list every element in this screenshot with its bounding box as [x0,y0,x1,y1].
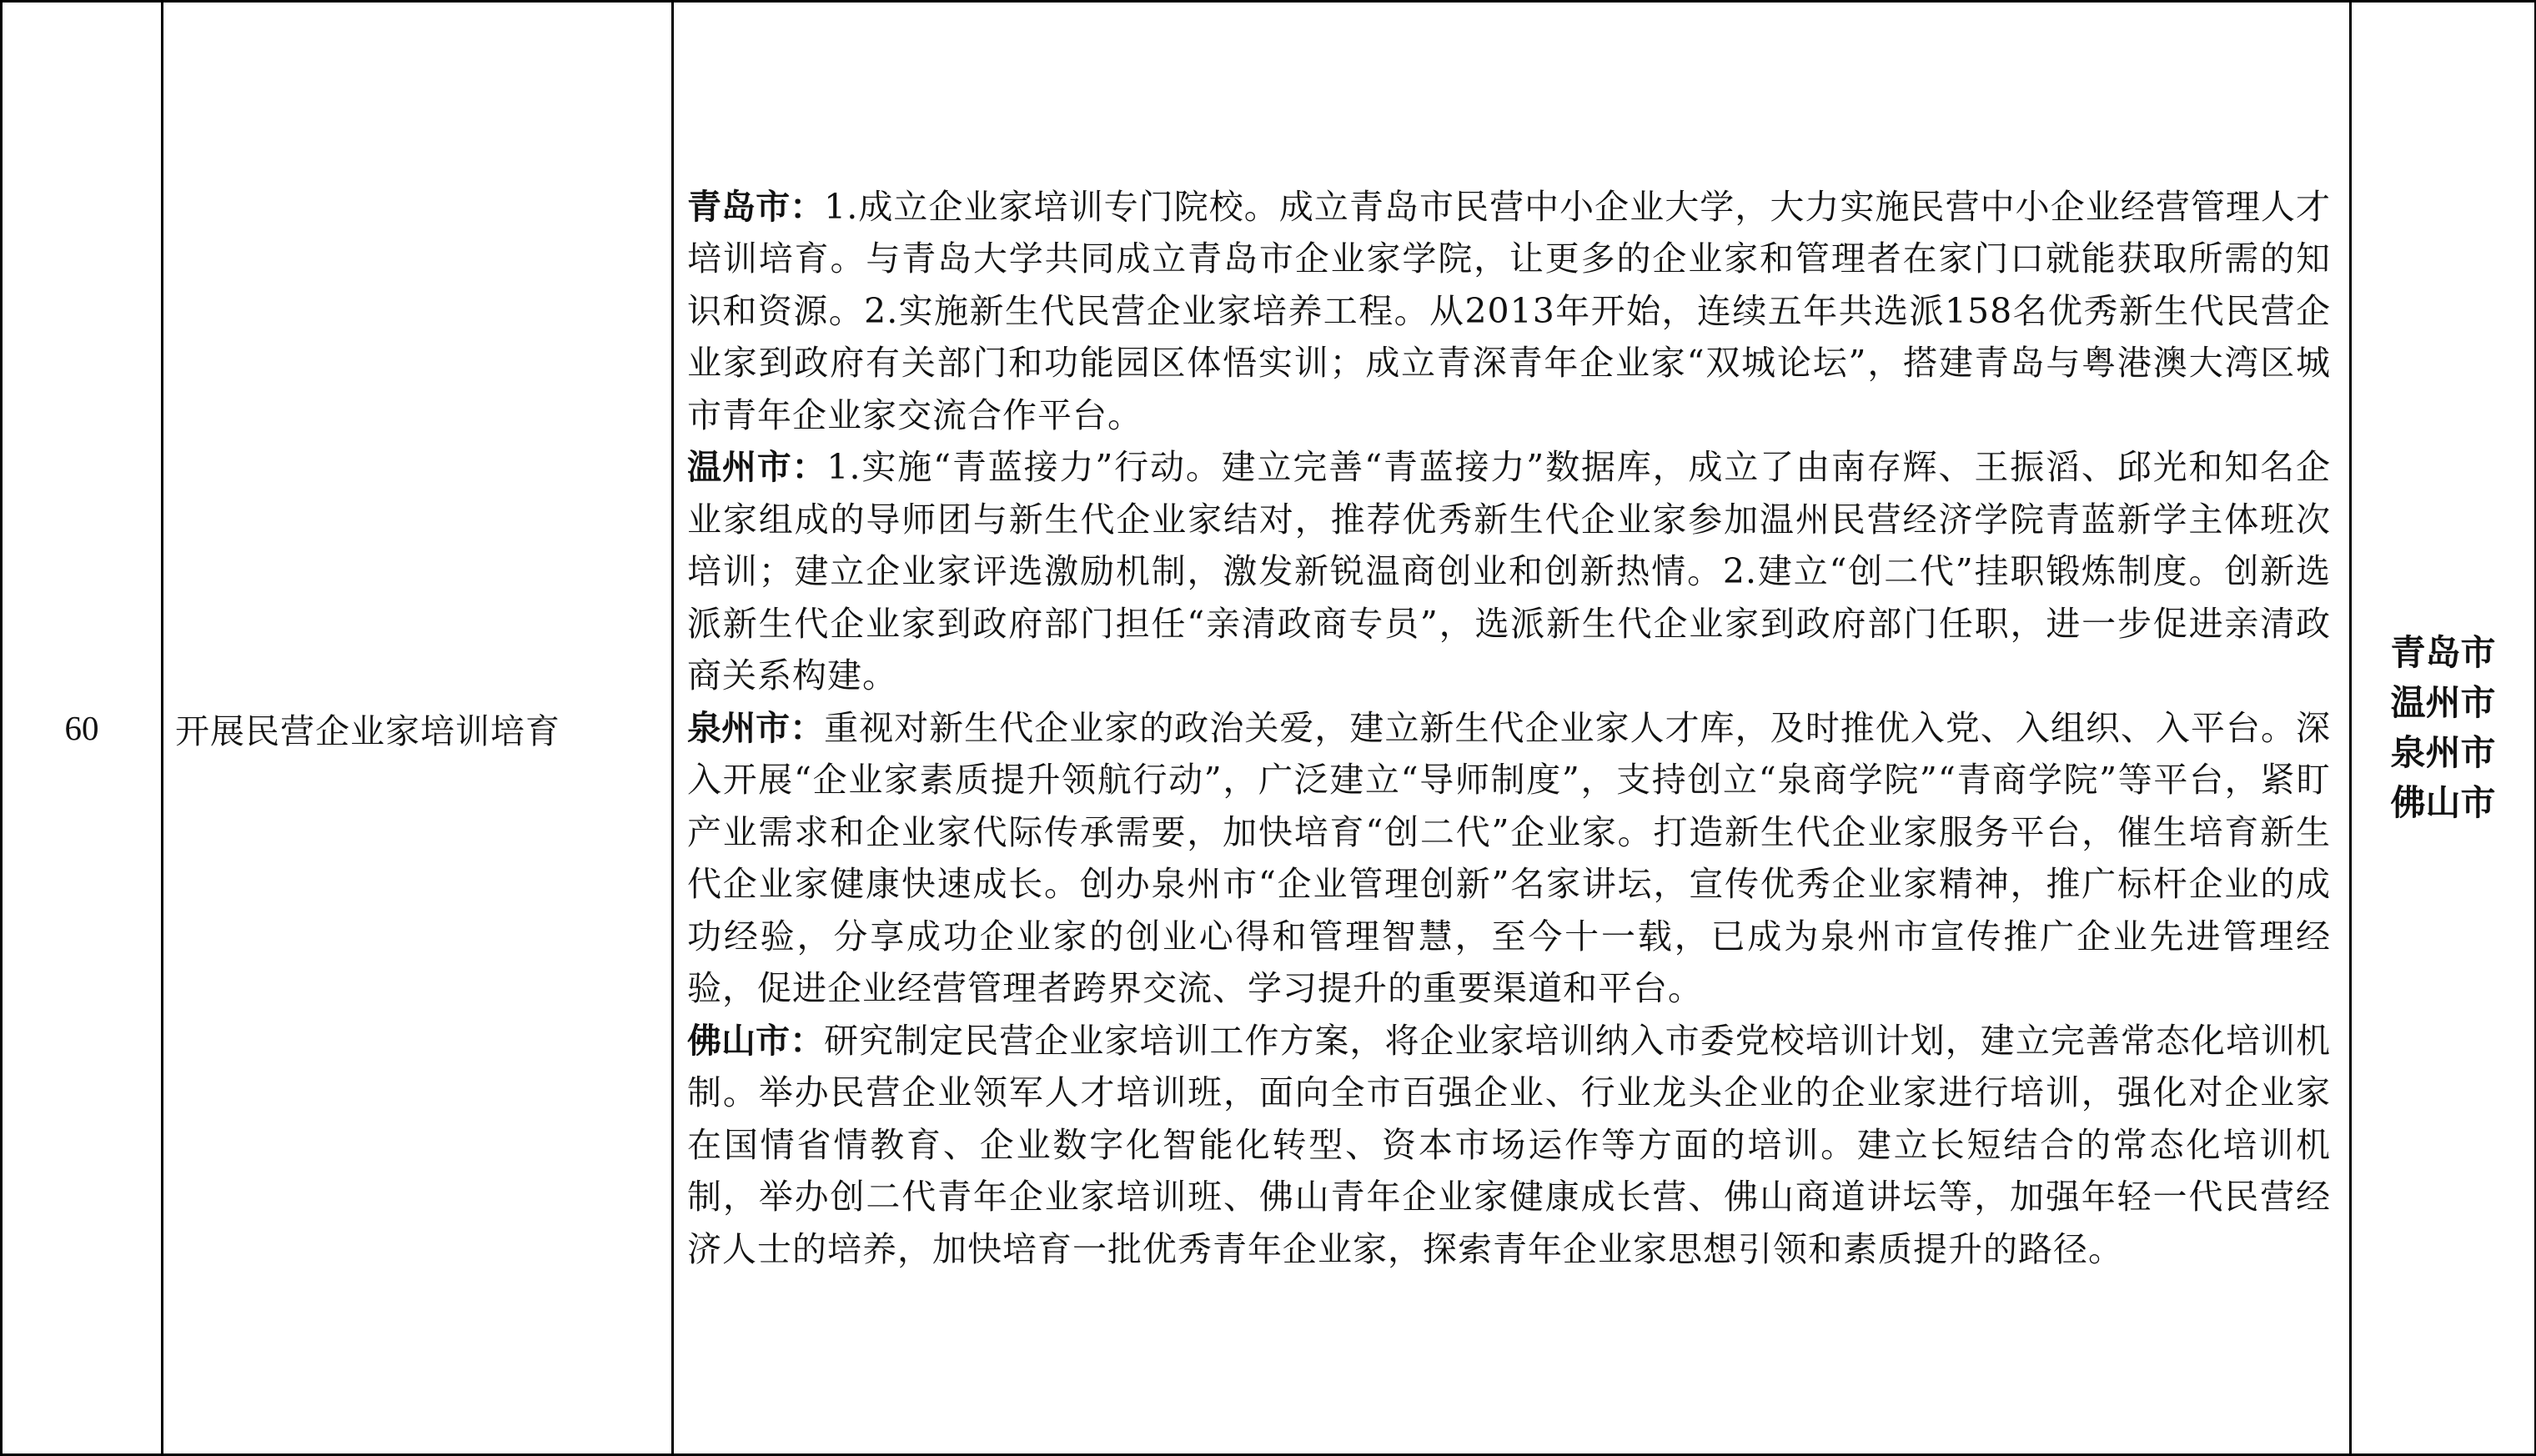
city-name: 泉州市 [2390,732,2496,773]
measures-text [687,181,2331,1276]
task-name: 开展民营企业家培训培育 [163,2,673,1455]
entry-text: 重视对新生代企业家的政治关爱，建立新生代企业家人才库，及时推优入党、入组织、入平台。深入开展“企业家素质提升领航行动”，广泛建立“导师制度”，支持创立“泉商学院”“青商学院”等平台，紧盯产业需求和企业家代际传承需要，加快培育“创二代”企业家。打造新生代企业家服务平台，催生培育新生代企业家健康快速成长。创办泉州市“企业管理创新”名家讲坛，宣传优秀企业家精神，推广标杆企业的成功经验，分享成功企业家的创业心得和管理智慧，至今十一载，已成为泉州市宣传推广企业先进管理经验，促进企业经营管理者跨界交流、学习提升的重要渠道和平台。 [687,707,2332,1009]
entry-qingdao [687,181,2331,442]
city-label: 温州市： [687,447,827,488]
city-name: 青岛市 [2390,632,2496,673]
city-name: 温州市 [2390,682,2496,723]
measures-cell [673,2,2351,1455]
row-number: 60 [2,2,163,1455]
city-label: 青岛市： [687,186,825,227]
entry-text: 1.成立企业家培训专门院校。成立青岛市民营中小企业大学，大力实施民营中小企业经营管理人才培训培育。与青岛大学共同成立青岛市企业家学院，让更多的企业家和管理者在家门口就能获取所需的知识和资源。2.实施新生代民营企业家培养工程。从2013年开始，连续五年共选派158名优秀新生代民营企业家到政府有关部门和功能园区体悟实训；成立青深青年企业家“双城论坛”，搭建青岛与粤港澳大湾区城市青年企业家交流合作平台。 [687,186,2331,435]
entry-wenzhou [687,441,2331,702]
entry-foshan [687,1015,2331,1276]
entry-quanzhou [687,702,2331,1015]
city-label: 佛山市： [687,1020,825,1061]
cities-cell [2351,2,2536,1455]
city-name: 佛山市 [2390,782,2496,823]
table-row [2,2,2536,1455]
entry-text: 研究制定民营企业家培训工作方案，将企业家培训纳入市委党校培训计划，建立完善常态化培训机制。举办民营企业领军人才培训班，面向全市百强企业、行业龙头企业的企业家进行培训，强化对企业家在国情省情教育、企业数字化智能化转型、资本市场运作等方面的培训。建立长短结合的常态化培训机制，举办创二代青年企业家培训班、佛山青年企业家健康成长营、佛山商道讲坛等，加强年轻一代民营经济人士的培养，加快培育一批优秀青年企业家，探索青年企业家思想引领和素质提升的路径。 [687,1020,2332,1269]
city-label: 泉州市： [687,707,825,748]
entry-text: 1.实施“青蓝接力”行动。建立完善“青蓝接力”数据库，成立了由南存辉、王振滔、邱光和知名企业家组成的导师团与新生代企业家结对，推荐优秀新生代企业家参加温州民营经济学院青蓝新学主体班次培训；建立企业家评选激励机制，激发新锐温商创业和创新热情。2.建立“创二代”挂职锻炼制度。创新选派新生代企业家到政府部门担任“亲清政商专员”，选派新生代企业家到政府部门任职，进一步促进亲清政商关系构建。 [687,447,2332,696]
